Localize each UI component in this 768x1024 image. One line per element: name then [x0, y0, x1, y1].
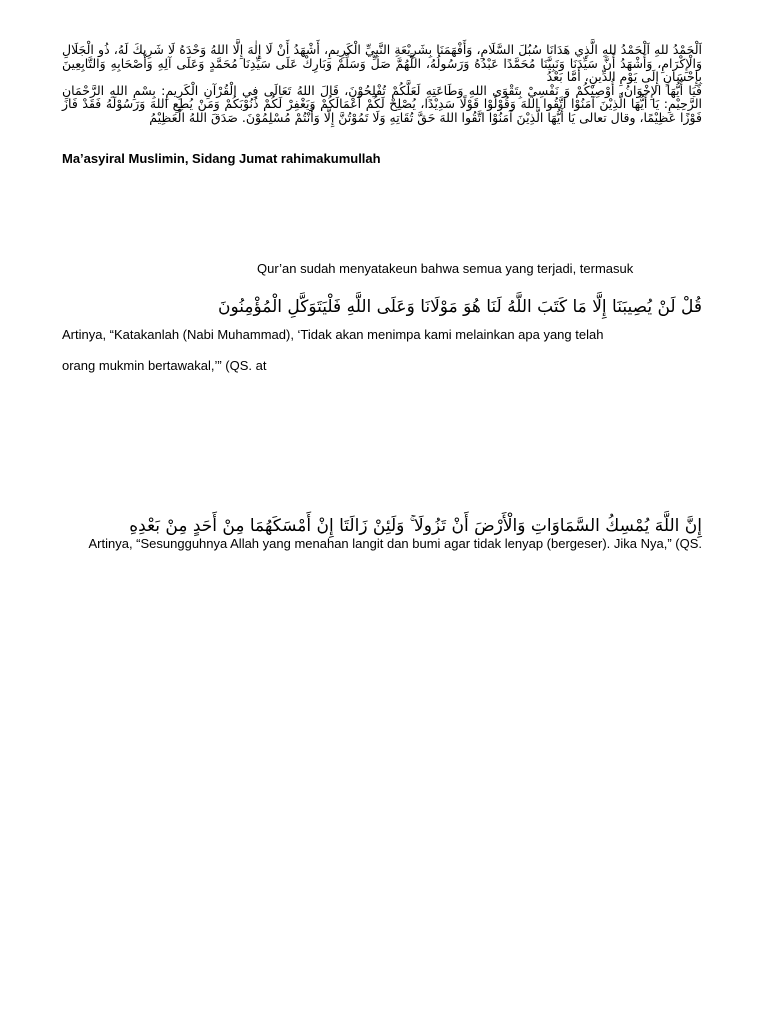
quran-verse-1-arabic: قُلْ لَنْ يُصِيبَنَا إِلَّا مَا كَتَبَ اللَّهُ لَنَا هُوَ مَوْلَانَا وَعَلَى اللَّهِ فَلْيَتَوَكَّلِ الْمُؤْمِنُونَ	[218, 297, 702, 317]
verse-2-translation: Artinya, “Sesungguhnya Allah yang menahan langit dan bumi agar tidak lenyap (bergeser). Jika Nya,” (QS.	[88, 536, 702, 551]
opening-advice-paragraph: فَيَا أَيُّهَا الإِخْوَانُ، أُوْصِيْكُمْ وَ نَفْسِيْ بِتَقْوَى اللهِ وَطَاعَتِهِ لَعَلَّكُمْ تُفْلِحُوْنَ، قَالَ اللهُ تَعَالَى فِي الْقُرْآنِ الْكَرِيمِ: بِسْمِ اللهِ الرَّحْمَانِ الرَّحِيْمِ: يَا أَيُّهَا الَّذِيْنَ آمَنُوْا اتَّقُوا اللهَ وَقُوْلُوْا قَوْلًا سَدِيْدًا، يُصْلِحْ لَكُمْ أَعْمَالَكُمْ وَيَغْفِرْ لَكُمْ ذُنُوْبَكُمْ وَمَنْ يُطِعِ اللهَ وَرَسُوْلَهُ فَقَدْ فَازَ فَوْزًا عَظِيْمًا، وقال تعالى يَا أَيُّهَا الَّذِيْنَ آمَنُوْا اتَّقُوا اللهَ حَقَّ تُقَاتِهِ وَلَا تَمُوْتُنَّ إِلَّا وَأَنْتُمْ مُسْلِمُوْنَ. صَدَقَ اللهُ الْعَظِيْمُ	[62, 82, 702, 125]
opening-praise-paragraph: اَلْحَمْدُ للهِ اَلْحَمْدُ للهِ الَّذِي هَدَانَا سُبُلَ السَّلَامِ، وَأَفْهَمَنَا بِشَرِيْعَةِ النَّبِيِّ الْكَرِيمِ، أَشْهَدُ أَنْ لَا إِلٰهَ إِلَّا اللهُ وَحْدَهُ لَا شَرِيكَ لَهُ، ذُو الْجَلَالِ وَالْإِكْرَامِ، وَأَشْهَدُ أَنَّ سَيِّدَنَا وَنَبِيَّنَا مُحَمَّدًا عَبْدُهُ وَرَسُولُهُ، اللَّهُمَّ صَلِّ وَسَلِّمْ وَبَارِكْ عَلَى سَيِّدِنَا مُحَمَّدٍ وَعَلَى آلِهِ وَأَصْحَابِهِ وَالتَّابِعِينَ بِإِحْسَانٍ إِلَى يَوْمِ الدِّينِ، أَمَّا بَعْدُ	[62, 42, 702, 84]
verse-1-translation-line-1: Artinya, “Katakanlah (Nabi Muhammad), ‘Tidak akan menimpa kami melainkan apa yang telah	[62, 327, 604, 342]
intro-sentence: Qur’an sudah menyatakeun bahwa semua yang terjadi, termasuk	[257, 261, 634, 276]
section-heading: Ma’asyiral Muslimin, Sidang Jumat rahimakumullah	[62, 151, 381, 166]
verse-1-translation-line-2: orang mukmin bertawakal,’” (QS. at	[62, 358, 267, 373]
opening-khutbah-arabic	[62, 43, 702, 124]
quran-verse-2-arabic: إِنَّ اللَّهَ يُمْسِكُ السَّمَاوَاتِ وَالْأَرْضَ أَنْ تَزُولَا ۚ وَلَئِنْ زَالَتَا إِنْ أَمْسَكَهُمَا مِنْ أَحَدٍ مِنْ بَعْدِهِ	[129, 516, 702, 536]
